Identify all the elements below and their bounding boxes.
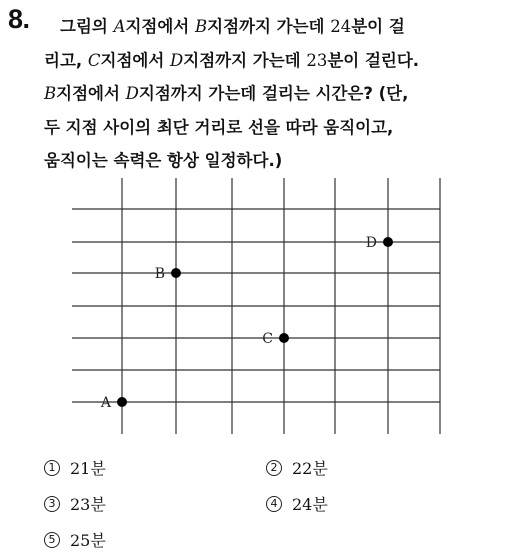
question-text-segment: 지점에서 bbox=[56, 84, 126, 103]
point-a-label: A bbox=[100, 395, 111, 411]
choice-4[interactable] bbox=[266, 492, 328, 515]
question-text-segment: 지점까지 가는데 bbox=[183, 50, 307, 70]
question-text-segment: 23 bbox=[306, 50, 328, 70]
point-d-label: D bbox=[365, 235, 377, 251]
point-variable: B bbox=[195, 17, 208, 36]
question-text-segment: 24 bbox=[330, 17, 352, 36]
choice-text: 21분 bbox=[70, 459, 106, 478]
question-text-segment: 움직이는 속력은 항상 일정하다.) bbox=[44, 151, 283, 170]
choice-text: 22분 bbox=[292, 459, 328, 478]
point-c-label: C bbox=[262, 331, 273, 347]
point-d-dot bbox=[383, 237, 393, 247]
choice-number: 3 bbox=[44, 496, 60, 512]
choice-1[interactable] bbox=[44, 456, 106, 479]
choice-text: 25분 bbox=[70, 531, 106, 550]
question-text-segment: 그림의 bbox=[60, 17, 114, 36]
point-a-dot bbox=[117, 397, 127, 407]
choice-2[interactable] bbox=[266, 456, 328, 479]
point-b-label: B bbox=[154, 266, 165, 282]
question-text-segment: 지점까지 가는데 bbox=[207, 17, 331, 36]
question-text-segment: 지점에서 bbox=[100, 50, 171, 70]
grid-points bbox=[100, 235, 393, 411]
grid-lines bbox=[72, 178, 440, 434]
point-c-dot bbox=[279, 333, 289, 343]
choice-number: 5 bbox=[44, 532, 60, 548]
question-text-segment: 지점에서 bbox=[125, 17, 195, 36]
question-text-segment: 분이 걸 bbox=[351, 17, 405, 36]
point-b-dot bbox=[171, 268, 181, 278]
question-number: 8. bbox=[8, 4, 30, 34]
choice-number: 1 bbox=[44, 460, 60, 476]
point-variable: B bbox=[44, 84, 57, 103]
point-variable: D bbox=[125, 84, 139, 103]
question-text-segment: 두 지점 사이의 최단 거리로 선을 따라 움직이고, bbox=[44, 117, 394, 137]
point-variable: A bbox=[113, 17, 126, 36]
choice-number: 2 bbox=[266, 460, 282, 476]
question-text-segment: 분이 걸린다. bbox=[327, 50, 420, 70]
point-variable: C bbox=[87, 50, 101, 70]
choice-text: 24분 bbox=[292, 495, 328, 514]
question-text-segment: 지점까지 가는데 걸리는 시간은? (단, bbox=[138, 84, 409, 103]
choice-number: 4 bbox=[266, 496, 282, 512]
choice-text: 23분 bbox=[70, 495, 106, 514]
question-text-segment: 리고, bbox=[44, 50, 88, 70]
choice-5[interactable] bbox=[44, 528, 106, 551]
point-variable: D bbox=[170, 50, 184, 70]
choice-3[interactable] bbox=[44, 492, 106, 515]
